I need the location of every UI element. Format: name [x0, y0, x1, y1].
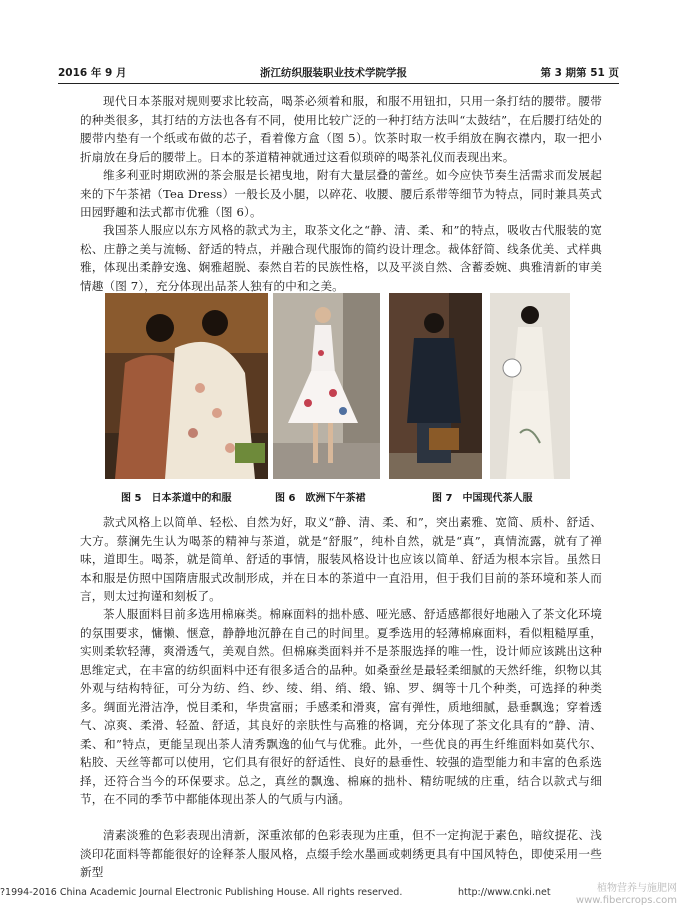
header-date: 2016 年 9 月: [58, 67, 127, 79]
figure-7-photo-left: [389, 293, 482, 479]
paragraph-victorian-tea-dress: 维多利亚时期欧洲的茶会服是长裙曳地，附有大量层叠的蕾丝。如今应快节奏生活需求而发展起来的下午茶裙（Tea Dress）一般长及小腿，以碎花、收腰、腰后系带等细节为特点，同时兼具英式田园野趣和法式都市优雅（图 6）。: [80, 168, 602, 219]
running-header: [58, 64, 619, 80]
paragraph-chinese-tea-attire: 我国茶人服应以东方风格的款式为主，取茶文化之“静、清、柔、和”的特点，吸收古代服装的宽松、庄静之美与流畅、舒适的特点，并融合现代服饰的简约设计理念。裁体舒简、线条优美、式样典雅，体现出柔静安逸、娴雅超脱、泰然自若的民族性格，以及平淡自然、含蓄委婉、典雅清新的审美情趣（图 7），充分体现出品茶人独有的中和之美。: [80, 223, 602, 293]
paragraph-japanese-tea-kimono: 现代日本茶服对规则要求比较高，喝茶必须着和服，和服不用钮扣，只用一条打结的腰带。腰带的种类很多，其打结的方法也各有不同，使用比较广泛的一种打结方法叫“太鼓结”，在后腰打结处的腰带内垫有一个纸或布做的芯子，看着像方盒（图 5）。饮茶时取一枚手绢放在胸衣襟内，取一把小折扇放在身后的腰带上。日本的茶道精神就通过这看似琐碎的喝茶礼仪而表现出来。: [80, 94, 602, 164]
figure-6-caption: 图 6 欧洲下午茶裙: [275, 493, 366, 504]
watermark-site-name: 植物营养与施肥网: [597, 883, 677, 894]
watermark: [553, 883, 677, 907]
header-issue-page: 第 3 期第 51 页: [540, 67, 619, 79]
figure-7-photo-right: [490, 293, 570, 479]
footer-url: http://www.cnki.net: [458, 887, 551, 898]
watermark-site-url: www.fibercrops.com: [575, 895, 677, 906]
paragraph-style-principles: 款式风格上以简单、轻松、自然为好，取义“静、清、柔、和”，突出素雅、宽简、质朴、舒适、大方。蔡澜先生认为喝茶的精神与茶道，就是“舒服”，纯朴自然，就是“真”，真情流露，就有了禅味，道即生。喝茶，就是简单、舒适的事情，服装风格设计也应该以简单、舒适为根本宗旨。虽然日本和服是仿照中国隋唐服式改制形成，并在日本的茶道中一直沿用，但于我们目前的茶环境和茶人而言，则太过拘谨和刻板了。: [80, 515, 602, 603]
figure-5-photo: [105, 293, 268, 479]
figure-5-caption: 图 5 日本茶道中的和服: [121, 493, 232, 504]
paragraph-fabric-selection: 茶人服面料目前多选用棉麻类。棉麻面料的拙朴感、哑光感、舒适感都很好地融入了茶文化环境的氛围要求，慵懒、惬意，静静地沉静在自己的时间里。夏季选用的轻薄棉麻面料，看似粗糙厚重，实则柔软轻薄，爽滑透气，美观自然。但棉麻类面料并不是茶服选择的唯一性，设计师应该跳出这种思维定式，在丰富的纺织面料中还有很多适合的品种。如桑蚕丝是最轻柔细腻的天然纤维，织物以其外观与结构特征，可分为纺、绉、纱、绫、绢、绡、缎、锦、罗、绸等十几个种类，可选择的种类多。绸面光滑洁净，悦目柔和，华贵富丽；手感柔和滑爽，富有弹性，质地细腻，悬垂飘逸；穿着透气、凉爽、柔滑、轻盈、舒适，其良好的亲肤性与高雅的格调，充分体现了茶文化具有的“静、清、柔、和”特点，更能呈现出茶人清秀飘逸的仙气与优雅。此外，一些优良的再生纤维面料如莫代尔、粘胶、天丝等都可以使用，它们具有很好的舒适性、良好的悬垂性、较强的造型能力和丰富的色系选择，还符合当今的环保要求。总之，真丝的飘逸、棉麻的拙朴、精纺呢绒的庄重，结合以款式与细节，在不同的季节中都能体现出茶人的气质与内涵。: [80, 607, 602, 806]
header-rule: [58, 83, 619, 84]
figure-6-photo: [273, 293, 380, 479]
figure-7-caption: 图 7 中国现代茶人服: [432, 493, 533, 504]
page-footer: [0, 883, 677, 907]
footer-copyright: ?1994-2016 China Academic Journal Electronic Publishing House. All rights reserved.: [0, 887, 403, 898]
paragraph-color-selection: 清素淡雅的色彩表现出清新，深重浓郁的色彩表现为庄重，但不一定拘泥于素色，暗纹提花、浅淡印花面料等都能很好的诠释茶人服风格，点缀手绘水墨画或刺绣更具有中国风特色，即使采用一些新型: [80, 828, 602, 879]
header-journal-title: 浙江纺织服装职业技术学院学报: [259, 67, 407, 79]
